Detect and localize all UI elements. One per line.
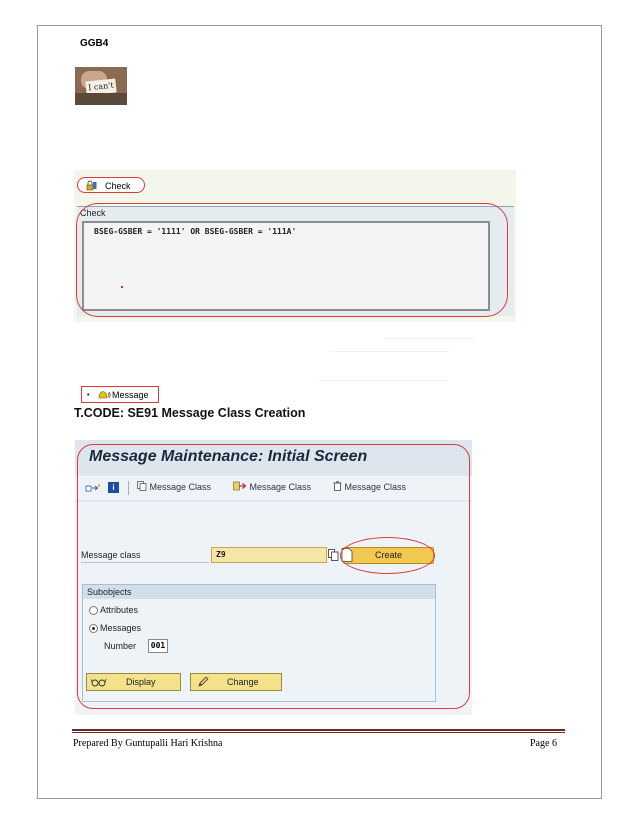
footer-rule-thin [72,732,565,733]
subobjects-title: Subobjects [83,585,435,599]
highlight-oval-screen [77,444,470,709]
highlight-oval-check [76,203,508,317]
change-button-label: Change [227,677,259,687]
attributes-label: Attributes [100,605,139,615]
shirt-shape [75,93,127,105]
footer-page-number: Page 6 [530,738,557,749]
message-class-input[interactable]: Z9 [211,547,327,563]
number-label: Number [104,641,137,651]
check-button-label: Check [105,181,131,191]
i-cant-photo [75,67,127,105]
toolbar-rename-label: Message Class [249,482,312,492]
photo-card-text: I can't [85,78,116,95]
toolbar-copy-label: Message Class [149,482,212,492]
tcode-heading: T.CODE: SE91 Message Class Creation [74,406,306,420]
check-lock-icon [86,180,97,191]
check-code-text: BSEG-GSBER = '1111' OR BSEG-GSBER = '111A' [94,227,297,236]
check-panel-title: Check [80,208,106,218]
faint-line [385,338,475,339]
display-button-label: Display [126,677,156,687]
message-class-label: Message class [81,550,141,560]
faint-line [318,380,448,381]
message-bullet: • [87,392,90,399]
messages-label: Messages [100,623,142,633]
create-button-label: Create [374,550,402,560]
info-icon[interactable]: i [108,482,119,493]
check-button[interactable] [77,177,145,193]
footer-rule [72,729,565,731]
bell-icon [97,390,111,400]
faint-line [330,351,450,352]
footer-author: Prepared By Guntupalli Hari Krishna [73,738,223,749]
message-button[interactable] [81,386,159,403]
toolbar-delete-label: Message Class [344,482,407,492]
number-input[interactable]: 001 [148,639,168,653]
message-button-label: Message [112,390,149,400]
doc-header: GGB4 [80,38,109,49]
highlight-oval-create [340,537,435,574]
sap-title: Message Maintenance: Initial Screen [89,448,368,465]
